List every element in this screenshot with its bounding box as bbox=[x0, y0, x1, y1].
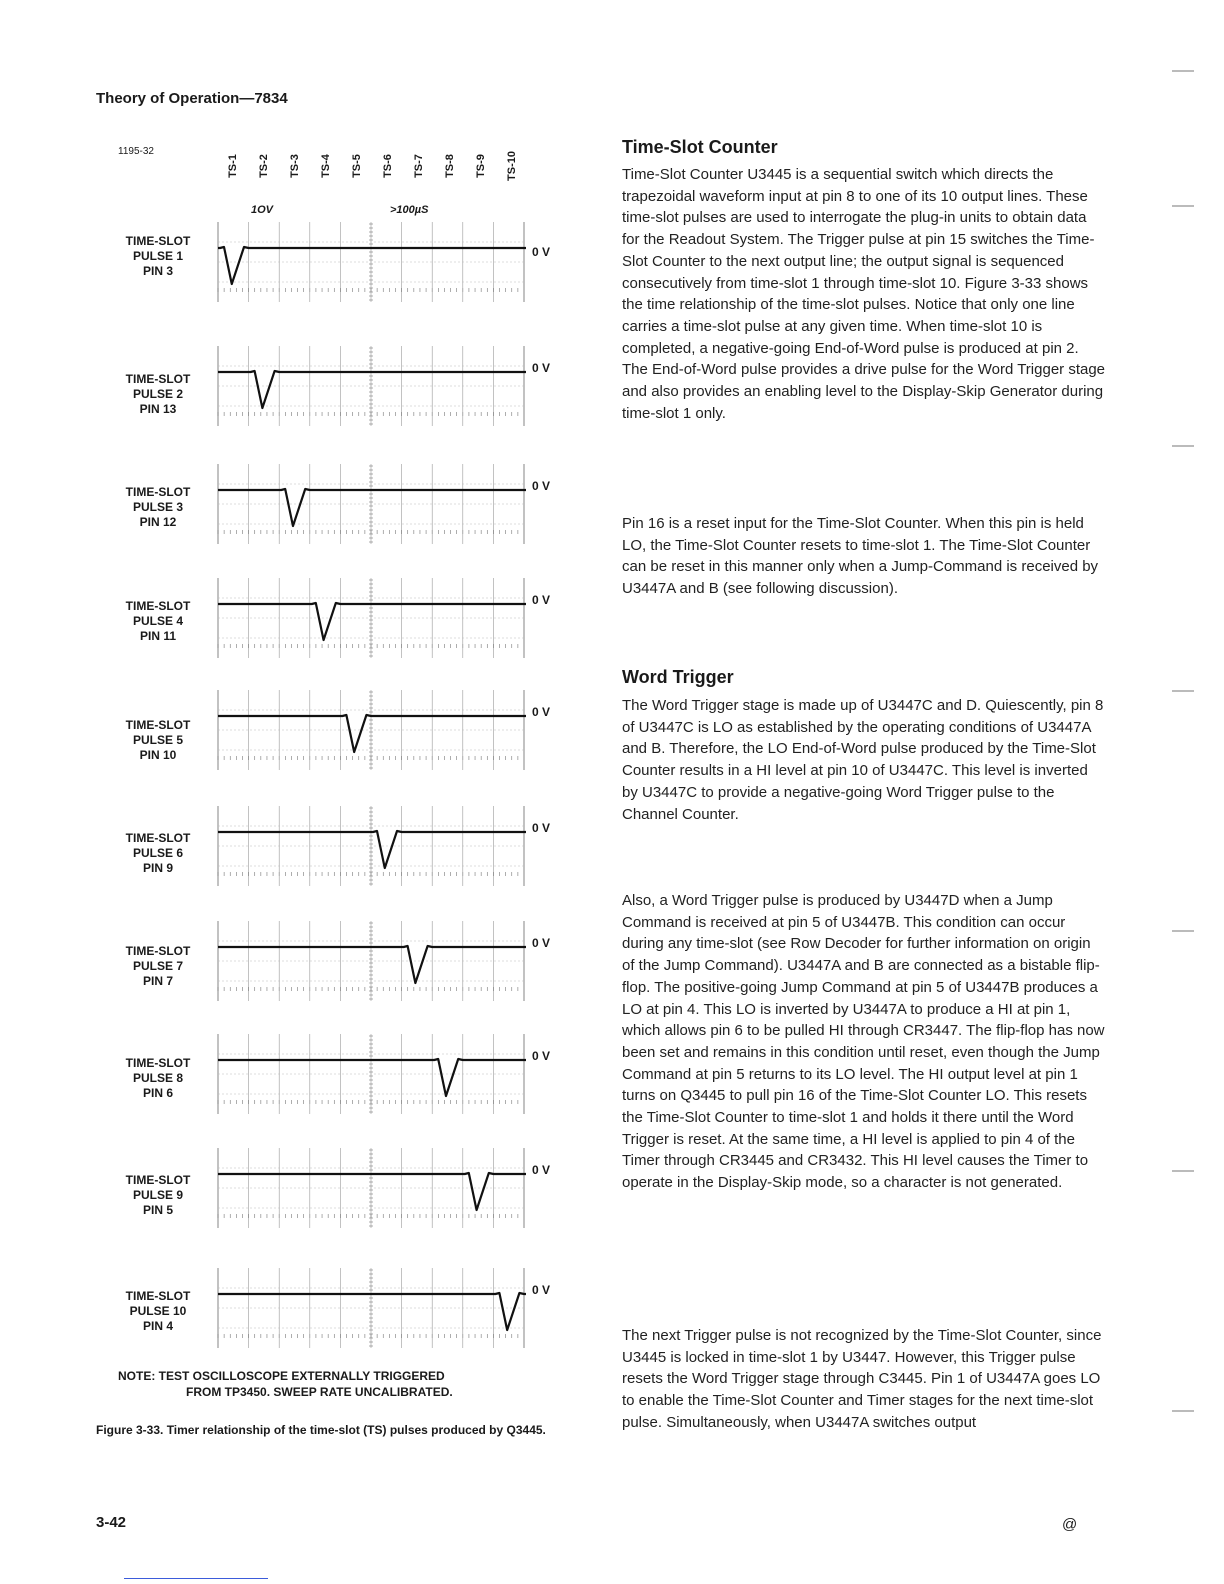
graticule bbox=[218, 346, 524, 426]
section-heading: Time-Slot Counter bbox=[622, 137, 778, 157]
trace-label: TIME-SLOT PULSE 1 PIN 3 bbox=[125, 234, 191, 278]
graticule bbox=[218, 921, 524, 1001]
trace-label: TIME-SLOT PULSE 4 PIN 11 bbox=[125, 599, 191, 643]
paragraph-block bbox=[622, 1325, 1106, 1434]
scope-trace bbox=[216, 921, 526, 1001]
paragraph: Also, a Word Trigger pulse is produced by U3447D when a Jump Command is received at pin 5 of U3447B. This condition can occur during any time-slot (see Row Decoder for further information on origin of the Jump Command). U3447A and B are connected as a bistable flip-flop. The positive-going Jump Command at pin 5 of U3447B produces a LO at pin 4. This LO is inverted by U3447A to produce a HI at pin 1, which allows pin 6 to be pulled HI through CR3447. The flip-flop has now been set and remains in this condition until reset, even though the Jump Command at pin 5 returns to its LO level. The HI output level at pin 1 turns on Q3445 to pull pin 16 of the Time-Slot Counter LO. This resets the Time-Slot Counter to time-slot 1 and holds it there until the Word Trigger is reset. At the same time, a HI level is applied to pin 4 of the Timer through CR3445 and CR3432. This HI level causes the Timer to operate in the Display-Skip mode, so a character is not generated. bbox=[622, 892, 1105, 1192]
time-slot-pulse bbox=[218, 831, 526, 868]
section-time-slot-counter bbox=[622, 136, 1106, 424]
time-slot-pulse bbox=[218, 946, 526, 983]
figure-note: NOTE: TEST OSCILLOSCOPE EXTERNALLY TRIGGERED FROM TP3450. SWEEP RATE UNCALIBRATED. bbox=[118, 1369, 453, 1399]
graticule bbox=[218, 464, 524, 544]
scan-edge-mark bbox=[1172, 70, 1194, 72]
volts-per-div-label: 1OV bbox=[251, 204, 274, 216]
zero-volt-label: 0 V bbox=[532, 936, 551, 950]
graticule bbox=[218, 690, 524, 770]
copyright-mark: @ bbox=[1062, 1516, 1078, 1533]
time-slot-pulse bbox=[218, 1293, 526, 1330]
graticule bbox=[218, 578, 524, 658]
trace-label: TIME-SLOT PULSE 7 PIN 7 bbox=[125, 944, 191, 988]
scope-trace bbox=[216, 1268, 526, 1348]
page-number: 3-42 bbox=[96, 1514, 127, 1531]
time-slot-pulse bbox=[218, 247, 526, 284]
ts-label: TS-1 bbox=[227, 154, 239, 178]
trace-label: TIME-SLOT PULSE 10 PIN 4 bbox=[125, 1289, 191, 1333]
zero-volt-label: 0 V bbox=[532, 705, 551, 719]
scope-trace bbox=[216, 346, 526, 426]
paragraph: The next Trigger pulse is not recognized by the Time-Slot Counter, since U3445 is locked in time-slot 1 by U3447. However, this Trigger pulse resets the Word Trigger stage through C3445. Pin 1 of U3447A goes LO to enable the Time-Slot Counter and Timer stages for the next time-slot pulse. Simultaneously, when U3447A switches output bbox=[622, 1327, 1102, 1431]
time-slot-pulse bbox=[218, 1059, 526, 1096]
trace-label: TIME-SLOT PULSE 8 PIN 6 bbox=[125, 1056, 191, 1100]
zero-volt-label: 0 V bbox=[532, 479, 551, 493]
ts-label: TS-3 bbox=[289, 154, 301, 178]
graticule bbox=[218, 1148, 524, 1228]
zero-volt-label: 0 V bbox=[532, 821, 551, 835]
time-slot-pulse bbox=[218, 489, 526, 526]
scope-trace bbox=[216, 578, 526, 658]
figure-caption: Figure 3-33. Timer relationship of the time-slot (TS) pulses produced by Q3445. bbox=[96, 1423, 546, 1437]
scope-trace bbox=[216, 464, 526, 544]
time-slot-pulse bbox=[218, 371, 526, 408]
scan-edge-mark bbox=[1172, 205, 1194, 207]
scope-trace bbox=[216, 1034, 526, 1114]
time-per-div-label: >100µS bbox=[390, 204, 429, 216]
zero-volt-label: 0 V bbox=[532, 245, 551, 259]
scan-edge-mark bbox=[1172, 930, 1194, 932]
scope-trace bbox=[216, 690, 526, 770]
ts-label: TS-10 bbox=[506, 151, 518, 181]
ts-label: TS-6 bbox=[382, 154, 394, 178]
zero-volt-label: 0 V bbox=[532, 1283, 551, 1297]
scan-artifact-line bbox=[124, 1578, 268, 1579]
scan-edge-mark bbox=[1172, 445, 1194, 447]
trace-label: TIME-SLOT PULSE 9 PIN 5 bbox=[125, 1173, 191, 1217]
zero-volt-label: 0 V bbox=[532, 361, 551, 375]
paragraph-block bbox=[622, 513, 1106, 600]
zero-volt-label: 0 V bbox=[532, 593, 551, 607]
trace-label: TIME-SLOT PULSE 3 PIN 12 bbox=[125, 485, 191, 529]
section-heading: Word Trigger bbox=[622, 667, 734, 687]
graticule bbox=[218, 1034, 524, 1114]
figure-id: 1195-32 bbox=[118, 146, 154, 157]
scope-trace bbox=[216, 1148, 526, 1228]
ts-label: TS-4 bbox=[320, 154, 332, 178]
scan-edge-mark bbox=[1172, 1170, 1194, 1172]
ts-label: TS-9 bbox=[475, 154, 487, 178]
ts-label: TS-8 bbox=[444, 154, 456, 178]
scan-edge-mark bbox=[1172, 1410, 1194, 1412]
trace-label: TIME-SLOT PULSE 6 PIN 9 bbox=[125, 831, 191, 875]
paragraph: Pin 16 is a reset input for the Time-Slot Counter. When this pin is held LO, the Time-Slot Counter resets to time-slot 1. The Time-Slot Counter can be reset in this manner only when a Jump-Command is received by U3447A and B (see following discussion). bbox=[622, 515, 1099, 598]
time-slot-pulse bbox=[218, 1173, 526, 1210]
graticule bbox=[218, 1268, 524, 1348]
zero-volt-label: 0 V bbox=[532, 1049, 551, 1063]
time-slot-pulse bbox=[218, 603, 526, 640]
scope-trace bbox=[216, 222, 526, 302]
ts-label: TS-2 bbox=[258, 154, 270, 178]
scan-edge-mark bbox=[1172, 690, 1194, 692]
trace-label: TIME-SLOT PULSE 5 PIN 10 bbox=[125, 718, 191, 762]
ts-label: TS-5 bbox=[351, 154, 363, 178]
paragraph-block bbox=[622, 890, 1106, 1194]
running-header: Theory of Operation—7834 bbox=[96, 90, 288, 107]
zero-volt-label: 0 V bbox=[532, 1163, 551, 1177]
paragraph: Time-Slot Counter U3445 is a sequential switch which directs the trapezoidal waveform input at pin 8 to one of its 10 output lines. These time-slot pulses are used to interrogate the plug-in units to obtain data for the Readout System. The Trigger pulse at pin 15 switches the Time-Slot Counter to the next output line; the output signal is sequenced consecutively from time-slot 1 through time-slot 10. Figure 3-33 shows the time relationship of the time-slot pulses. Notice that only one line carries a time-slot pulse at any given time. When time-slot 10 is completed, a negative-going End-of-Word pulse is produced at pin 2. The End-of-Word pulse provides a drive pulse for the Word Trigger stage and also provides an enabling level to the Display-Skip Generator during time-slot 1 only. bbox=[622, 166, 1106, 422]
paragraph: The Word Trigger stage is made up of U3447C and D. Quiescently, pin 8 of U3447C is LO as established by the operating conditions of U3447A and B. Therefore, the LO End-of-Word pulse produced by the Time-Slot Counter results in a HI level at pin 10 of U3447C. This level is inverted by U3447C to provide a negative-going Word Trigger pulse to the Channel Counter. bbox=[622, 697, 1104, 823]
ts-label: TS-7 bbox=[413, 154, 425, 178]
ts-label-row bbox=[218, 136, 524, 196]
scope-trace bbox=[216, 806, 526, 886]
section-word-trigger bbox=[622, 666, 1106, 825]
graticule bbox=[218, 806, 524, 886]
time-slot-pulse bbox=[218, 715, 526, 752]
trace-label: TIME-SLOT PULSE 2 PIN 13 bbox=[125, 372, 191, 416]
graticule bbox=[218, 222, 524, 302]
